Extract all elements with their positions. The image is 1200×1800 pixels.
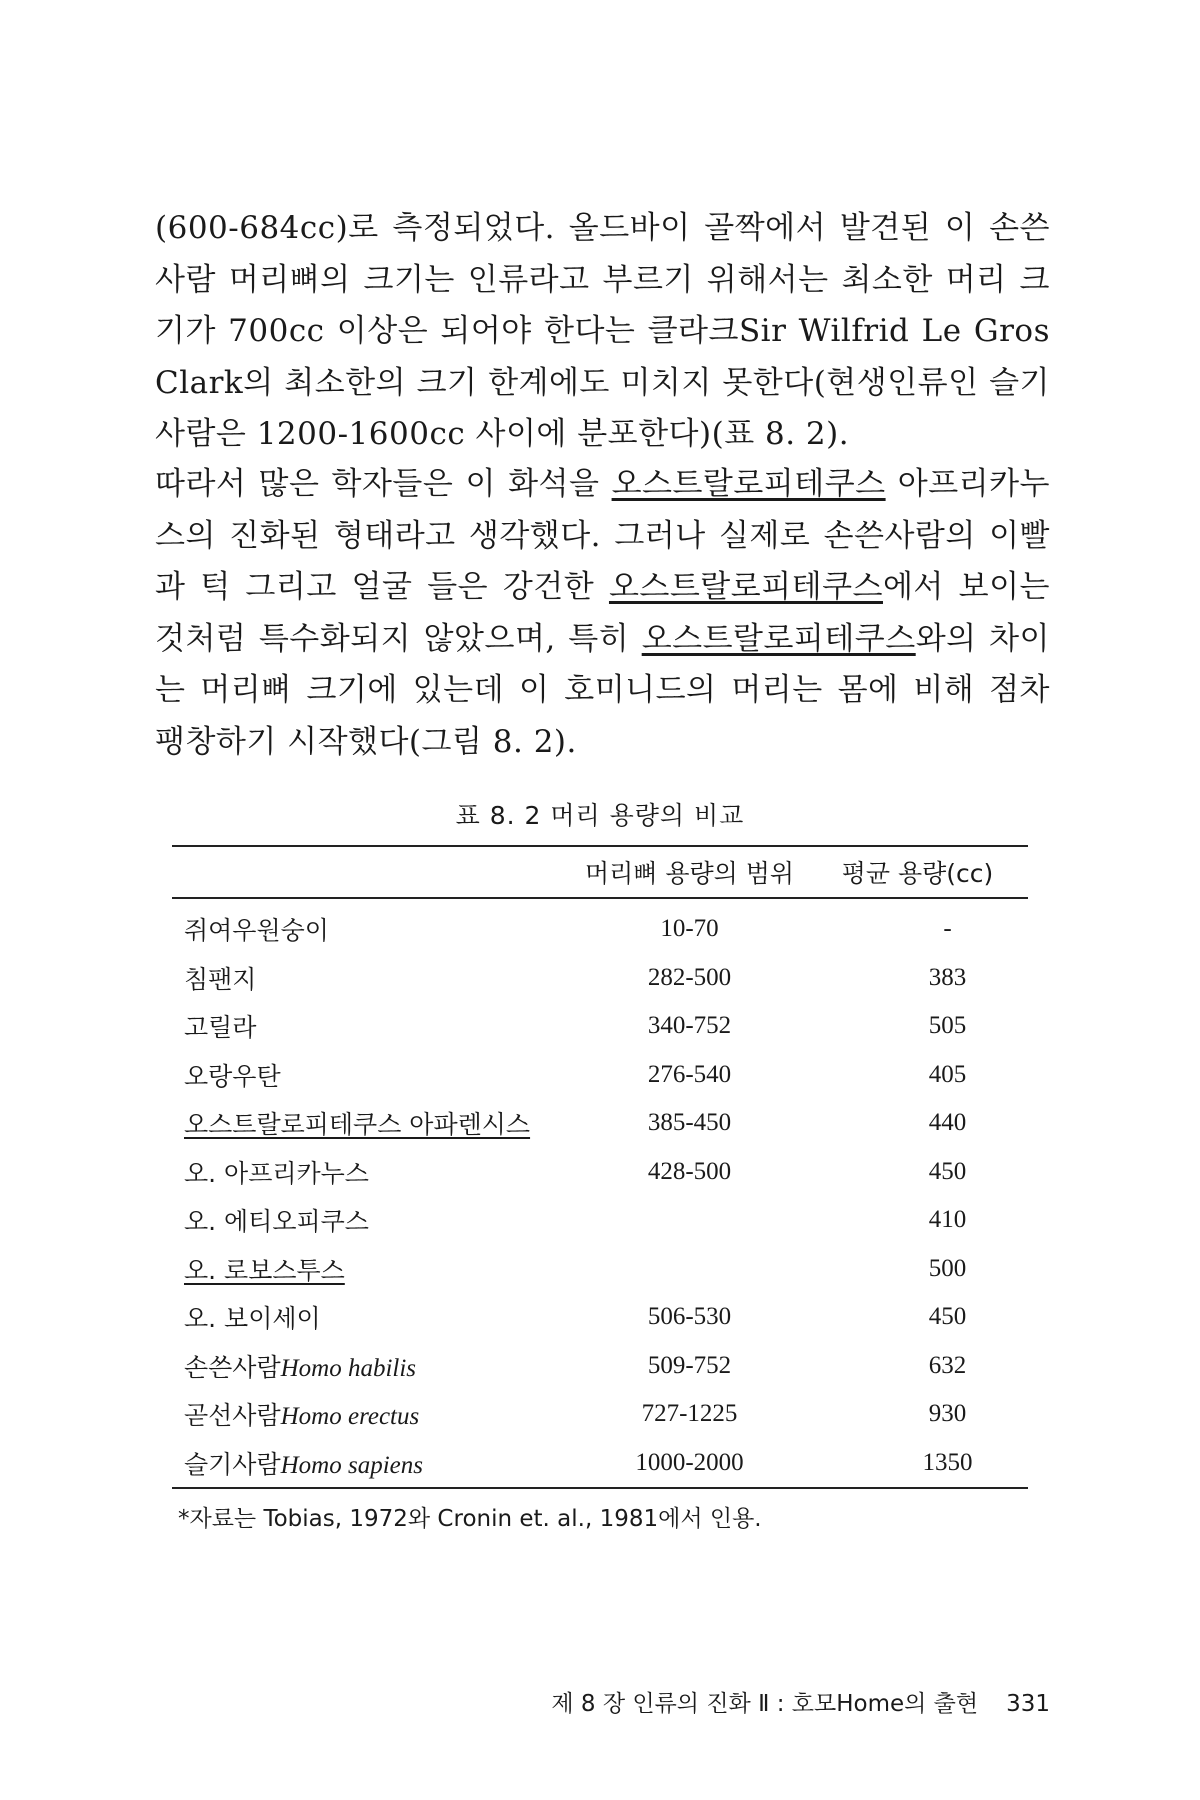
mean-value: 505 (928, 1012, 967, 1040)
mean-value: 930 (928, 1400, 967, 1428)
species-korean-name: 오. 에티오피쿠스 (184, 1207, 369, 1237)
species-korean-name: 고릴라 (184, 1013, 257, 1043)
range-value: 506-530 (647, 1303, 732, 1331)
table-row (172, 1293, 1028, 1342)
paragraph-2-text-3: 에서 보이는 것처럼 특수화되지 않았으며, 특히 (155, 569, 1050, 657)
species-name (172, 1002, 572, 1051)
species-korean-name: 쥐여우원숭이 (184, 916, 329, 946)
species-korean-name: 오랑우탄 (184, 1061, 281, 1091)
species-korean-name: 오스트랄로피테쿠스 아파렌시스 (184, 1110, 531, 1140)
running-footer (551, 1685, 1050, 1718)
species-korean-name: 오. 아프리카누스 (184, 1158, 369, 1188)
species-name (172, 1293, 572, 1342)
mean-value: - (943, 915, 952, 943)
table-footnote: *자료는 Tobias, 1972와 Cronin et. al., 1981에서 인용. (178, 1506, 762, 1532)
species-name (172, 954, 572, 1003)
mean-value: 440 (928, 1109, 967, 1137)
mean-value: 450 (928, 1157, 967, 1185)
paragraph-2-text-2: 아프리카누스의 진화된 형태라고 생각했다. 그러나 실제로 손쓴사람의 이빨과 턱 그리고 얼굴 들은 강건한 (155, 466, 1050, 605)
paragraph-2-underlined-1: 오스트랄로피테쿠스 (611, 466, 886, 502)
table-row (172, 1245, 1028, 1294)
range-value (572, 1245, 807, 1294)
mean-value: 405 (928, 1060, 967, 1088)
species-name (172, 898, 572, 954)
table-caption: 표 8. 2 머리 용량의 비교 (455, 801, 745, 830)
species-scientific-name: Homo erectus (280, 1403, 420, 1431)
paragraph-2 (155, 459, 1050, 768)
species-name (172, 1245, 572, 1294)
table-row (172, 954, 1028, 1003)
species-korean-name: 손쓴사람 (184, 1352, 281, 1382)
mean-value: 1350 (807, 1439, 1028, 1489)
mean-value: 450 (928, 1303, 967, 1331)
species-korean-name: 슬기사람 (184, 1449, 281, 1479)
species-korean-name: 오. 보이세이 (184, 1304, 321, 1334)
mean-value: 383 (928, 963, 967, 991)
table-header-row (172, 846, 1028, 898)
table-row (172, 1099, 1028, 1148)
species-korean-name: 오. 로보스투스 (184, 1255, 345, 1285)
range-value: 385-450 (647, 1109, 732, 1137)
mean-value: 632 (928, 1351, 967, 1379)
species-name (172, 1051, 572, 1100)
table-row (172, 1342, 1028, 1391)
species-korean-name: 곧선사람 (184, 1401, 281, 1431)
paragraph-1: (600-684cc)로 측정되었다. 올드바이 골짝에서 발견된 이 손쓴사람 머리뼈의 크기는 인류라고 부르기 위해서는 최소한 머리 크기가 700cc 이상은 되어야 한다는 클라크Sir Wilfrid Le Gros Clark의 최소한의 크기 한계에도 미치지 못한다(현생인류인 슬기사람은 1200-1600cc 사이에 분포한다)(표 8. 2). (155, 210, 1050, 452)
paragraph-2-text-1: 따라서 많은 학자들은 이 화석을 (155, 466, 612, 502)
page-number: 331 (1006, 1691, 1050, 1717)
table-row (172, 1002, 1028, 1051)
paragraph-2-text-4: 와의 차이는 머리뼈 크기에 있는데 이 호미니드의 머리는 몸에 비해 점차 팽창하기 시작했다(그림 8. 2). (155, 620, 1051, 760)
range-value: 1000-2000 (572, 1439, 807, 1489)
species-name (172, 1390, 572, 1439)
table-row (172, 1390, 1028, 1439)
table-row (172, 898, 1028, 954)
species-name (172, 1196, 572, 1245)
species-scientific-name: Homo sapiens (280, 1451, 423, 1479)
species-scientific-name: Homo habilis (280, 1354, 417, 1382)
header-species (172, 846, 572, 898)
species-name (172, 1439, 572, 1489)
range-value: 10-70 (660, 915, 719, 943)
cranial-capacity-table (172, 845, 1028, 1489)
mean-value: 410 (928, 1206, 967, 1234)
header-range: 머리뼈 용량의 범위 (572, 846, 807, 898)
chapter-title: 제 8 장 인류의 진화 Ⅱ : 호모Home의 출현 (551, 1691, 979, 1717)
table-row (172, 1439, 1028, 1489)
range-value: 727-1225 (641, 1400, 738, 1428)
paragraph-2-underlined-3: 오스트랄로피테쿠스 (641, 620, 916, 657)
table-container (172, 845, 1028, 1489)
range-value: 276-540 (647, 1060, 732, 1088)
range-value: 282-500 (647, 963, 732, 991)
species-name (172, 1099, 572, 1148)
range-value (572, 1196, 807, 1245)
paragraph-2-underlined-2: 오스트랄로피테쿠스 (608, 569, 883, 605)
table-row (172, 1051, 1028, 1100)
species-name (172, 1342, 572, 1391)
species-name (172, 1148, 572, 1197)
range-value: 509-752 (647, 1351, 732, 1379)
header-mean: 평균 용량(cc) (807, 846, 1028, 898)
table-row (172, 1148, 1028, 1197)
range-value: 340-752 (647, 1012, 732, 1040)
range-value: 428-500 (647, 1157, 732, 1185)
table-row (172, 1196, 1028, 1245)
mean-value: 500 (928, 1254, 967, 1282)
species-korean-name: 침팬지 (184, 964, 257, 994)
